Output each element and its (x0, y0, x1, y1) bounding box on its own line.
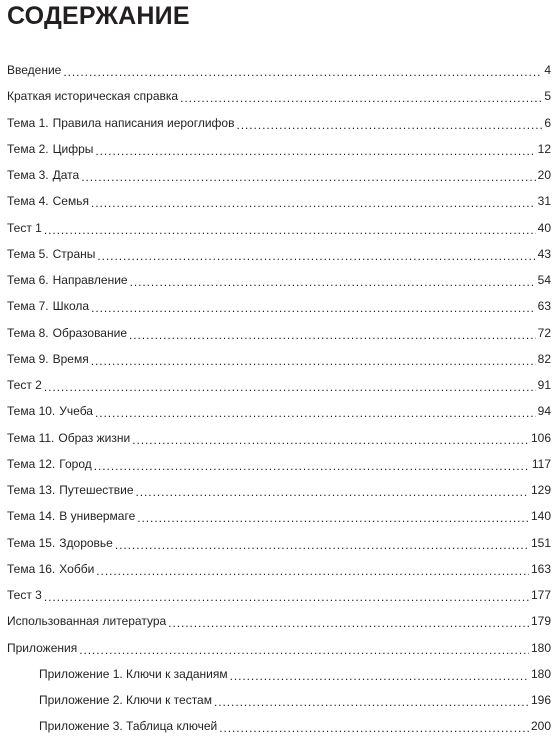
toc-entry-label: Приложение 3. Таблица ключей (39, 719, 218, 734)
toc-entry-number: Тема 9. (7, 351, 49, 366)
toc-entry-label: Приложение 2. Ключи к тестам (39, 693, 212, 708)
toc-entry-label: Семья (52, 194, 89, 209)
toc-entry-title (7, 352, 89, 366)
toc-page-number: 129 (530, 483, 551, 498)
toc-entry-title (7, 641, 77, 655)
toc-page-number: 177 (530, 588, 551, 603)
toc-entry-title (7, 431, 130, 445)
toc-page-number: 179 (530, 614, 551, 629)
dot-leader (137, 511, 529, 525)
toc-entry-title (39, 719, 217, 733)
page-title: СОДЕРЖАНИЕ (7, 2, 190, 30)
toc-page-number: 106 (530, 430, 551, 445)
toc-page-number: 163 (530, 561, 551, 576)
toc-page-number: 4 (544, 63, 551, 78)
toc-page-number: 94 (537, 404, 551, 419)
toc-page-number: 117 (531, 456, 551, 471)
toc-entry-number: Тема 12. (7, 456, 56, 471)
toc-entry-label: Тест 1 (7, 220, 42, 235)
dot-leader (95, 144, 535, 158)
toc-entry-number: Тема 3. (7, 168, 49, 183)
toc-entry[interactable] (0, 57, 555, 83)
toc-entry-number: Тема 2. (7, 141, 49, 156)
toc-entry[interactable] (0, 530, 555, 556)
toc-entry[interactable] (0, 635, 555, 661)
toc-entry-title (39, 693, 212, 707)
toc-entry-label: Тест 3 (7, 588, 42, 603)
toc-entry-number: Тема 11. (7, 430, 55, 445)
toc-entry-label: В универмаге (59, 509, 136, 524)
toc-entry-title (7, 562, 94, 576)
toc-page-number: 140 (530, 509, 551, 524)
dot-leader (91, 301, 536, 315)
toc-page-number: 63 (537, 299, 551, 314)
toc-entry-title (7, 273, 128, 287)
toc-entry-label: Тест 2 (7, 378, 42, 393)
toc-entry-label: Время (52, 351, 89, 366)
toc-entry-title (7, 194, 89, 208)
toc-entry-number: Тема 8. (7, 325, 49, 340)
dot-leader (91, 196, 536, 210)
dot-leader (136, 485, 529, 499)
toc-entry-number: Тема 15. (7, 535, 56, 550)
toc-entry[interactable] (0, 136, 555, 162)
toc-entry-label: Краткая историческая справка (7, 89, 179, 104)
toc-entry-title (7, 247, 95, 261)
toc-entry-label: Здоровье (59, 535, 113, 550)
toc-entry-number: Тема 14. (7, 509, 56, 524)
dot-leader (63, 65, 542, 79)
dot-leader (180, 91, 542, 105)
toc-entry[interactable] (0, 110, 555, 136)
toc-entry-number: Тема 10. (7, 404, 56, 419)
dot-leader (44, 223, 536, 237)
toc-entry-title (7, 588, 42, 602)
dot-leader (81, 170, 535, 184)
toc-entry-title (7, 142, 93, 156)
toc-entry[interactable] (0, 215, 555, 241)
toc-entry[interactable] (0, 188, 555, 214)
toc-entry-title (7, 483, 134, 497)
dot-leader (115, 538, 529, 552)
toc-entry-label: Путешествие (59, 483, 134, 498)
toc-entry-title (7, 509, 135, 523)
toc-entry-title (7, 378, 42, 392)
toc-subentry[interactable] (0, 661, 555, 687)
toc-entry[interactable] (0, 346, 555, 372)
toc-entry-label: Введение (7, 63, 62, 78)
toc-page-number: 180 (530, 640, 551, 655)
toc-page-number: 200 (530, 719, 551, 734)
toc-entry-label: Приложение 1. Ключи к заданиям (39, 666, 228, 681)
toc-page-number: 196 (530, 693, 551, 708)
dot-leader (96, 564, 529, 578)
dot-leader (79, 643, 529, 657)
toc-entry-title (7, 63, 61, 77)
dot-leader (130, 275, 536, 289)
toc-entry-label: Образование (52, 325, 127, 340)
toc-entry-number: Тема 6. (7, 273, 49, 288)
toc-entry-number: Тема 4. (7, 194, 49, 209)
toc-entry[interactable] (0, 608, 555, 634)
toc-entry-label: Использованная литература (7, 614, 167, 629)
toc-page-number: 54 (537, 273, 551, 288)
toc-entry[interactable] (0, 267, 555, 293)
toc-entry-title (7, 116, 234, 130)
toc-entry[interactable] (0, 372, 555, 398)
toc-entry-label: Учеба (59, 404, 93, 419)
toc-entry[interactable] (0, 320, 555, 346)
toc-entry-label: Школа (52, 299, 90, 314)
toc-entry[interactable] (0, 398, 555, 424)
toc-entry[interactable] (0, 293, 555, 319)
toc-entry[interactable] (0, 582, 555, 608)
dot-leader (44, 380, 536, 394)
toc-entry-number: Тема 5. (7, 246, 49, 261)
dot-leader (94, 459, 530, 473)
toc-page-number: 20 (537, 168, 551, 183)
toc-page-number: 31 (537, 194, 551, 209)
toc-entry-title (7, 457, 92, 471)
toc-entry-label: Образ жизни (58, 430, 131, 445)
toc-page-number: 82 (537, 351, 551, 366)
dot-leader (214, 695, 529, 709)
toc-page-number: 6 (544, 115, 551, 130)
toc-entry-title (7, 299, 89, 313)
toc-page-number: 12 (537, 141, 551, 156)
toc-page-number: 43 (537, 246, 551, 261)
toc-entry[interactable] (0, 83, 555, 109)
toc-entry-number: Тема 13. (7, 483, 56, 498)
toc-entry-label: Направление (52, 273, 128, 288)
toc-entry[interactable] (0, 503, 555, 529)
toc-entry-title (7, 89, 178, 103)
toc-page-number: 180 (530, 666, 551, 681)
dot-leader (219, 721, 529, 735)
toc-entry[interactable] (0, 477, 555, 503)
table-of-contents (0, 57, 555, 740)
toc-entry-label: Приложения (7, 640, 78, 655)
toc-entry[interactable] (0, 451, 555, 477)
toc-entry-title (7, 404, 93, 418)
toc-page-number: 151 (530, 535, 551, 550)
toc-entry-title (39, 667, 228, 681)
dot-leader (168, 616, 529, 630)
toc-entry-title (7, 536, 113, 550)
dot-leader (97, 249, 535, 263)
toc-page-number: 91 (537, 378, 551, 393)
toc-entry-label: Цифры (52, 141, 94, 156)
toc-entry-label: Город (59, 456, 92, 471)
toc-page-number: 5 (544, 89, 551, 104)
toc-entry[interactable] (0, 241, 555, 267)
toc-entry-label: Дата (52, 168, 80, 183)
toc-entry[interactable] (0, 162, 555, 188)
dot-leader (95, 406, 536, 420)
toc-entry-label: Страны (52, 246, 96, 261)
toc-entry-number: Тема 1. (7, 115, 49, 130)
dot-leader (129, 328, 536, 342)
dot-leader (236, 118, 542, 132)
dot-leader (91, 354, 536, 368)
toc-entry-title (7, 168, 79, 182)
toc-page-number: 40 (537, 220, 551, 235)
toc-entry-number: Тема 16. (7, 561, 56, 576)
toc-entry-label: Хобби (59, 561, 95, 576)
dot-leader (230, 669, 529, 683)
dot-leader (132, 433, 529, 447)
toc-entry[interactable] (0, 425, 555, 451)
toc-entry-title (7, 326, 127, 340)
toc-subentry[interactable] (0, 713, 555, 739)
toc-subentry[interactable] (0, 687, 555, 713)
toc-entry-title (7, 614, 166, 628)
toc-entry[interactable] (0, 556, 555, 582)
toc-entry-title (7, 221, 42, 235)
dot-leader (44, 590, 529, 604)
toc-entry-label: Правила написания иероглифов (52, 115, 235, 130)
toc-entry-number: Тема 7. (7, 299, 49, 314)
toc-page-number: 72 (537, 325, 551, 340)
